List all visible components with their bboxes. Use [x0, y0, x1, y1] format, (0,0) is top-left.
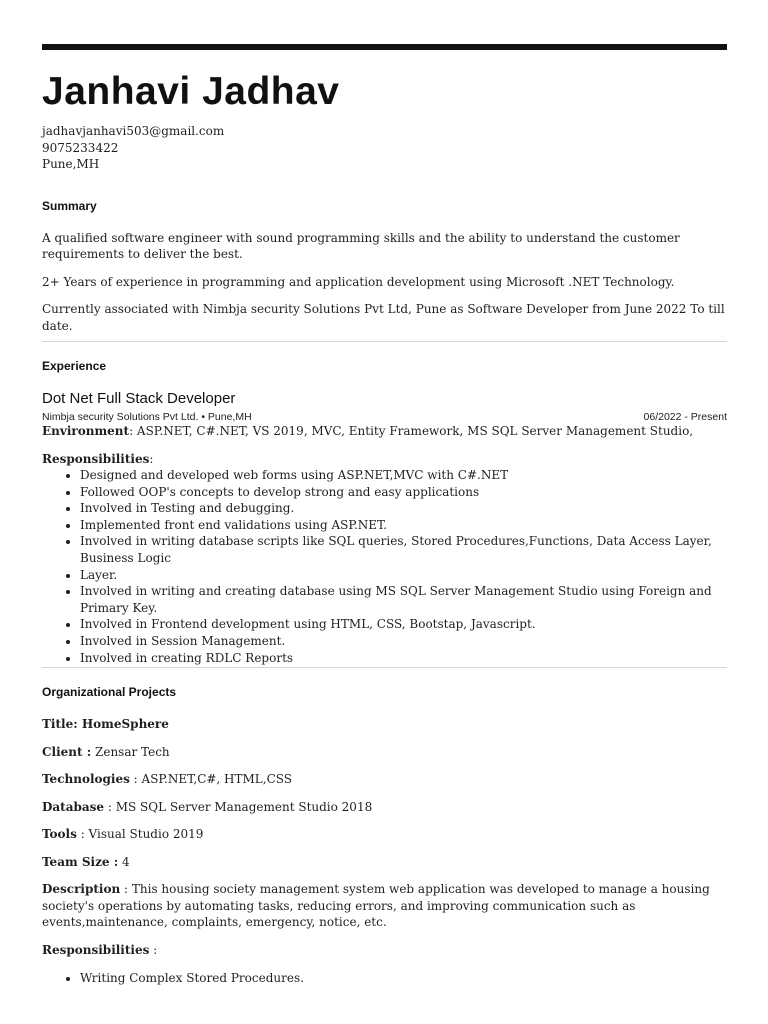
list-item: • Designed and developed web forms using ASP.NET,MVC with C#.NET — [80, 467, 727, 484]
list-item: • Involved in Session Management. — [80, 633, 727, 650]
job-company-location: Nimbja security Solutions Pvt Ltd. • Pune,MH — [42, 411, 252, 423]
contact-phone: 9075233422 — [42, 140, 119, 155]
job-title: Dot Net Full Stack Developer — [42, 390, 236, 407]
job-responsibilities-heading: Responsibilities: — [42, 451, 154, 466]
experience-heading: Experience — [42, 359, 107, 373]
job-responsibilities-list — [42, 467, 727, 666]
project-database: Database : MS SQL Server Management Studio 2018 — [42, 799, 373, 814]
project-title: Title: HomeSphere — [42, 717, 169, 732]
list-item: • Involved in Frontend development using HTML, CSS, Bootstap, Javascript. — [80, 616, 727, 633]
list-item: • Writing Complex Stored Procedures. — [80, 970, 727, 987]
job-meta — [42, 411, 727, 423]
section-divider — [42, 667, 727, 668]
project-client: Client : Zensar Tech — [42, 744, 170, 759]
list-item: • Implemented front end validations using ASP.NET. — [80, 517, 727, 534]
projects-heading: Organizational Projects — [42, 685, 177, 700]
job-dates: 06/2022 - Present — [643, 411, 727, 423]
list-item: • Layer. — [80, 567, 727, 584]
list-item: • Involved in writing database scripts like SQL queries, Stored Procedures,Functions, Data Access Layer, Business Logic — [80, 533, 727, 566]
project-tools: Tools : Visual Studio 2019 — [42, 827, 204, 842]
project-responsibilities-heading: Responsibilities : — [42, 942, 158, 957]
list-item: • Followed OOP's concepts to develop strong and easy applications — [80, 484, 727, 501]
environment-value: : ASP.NET, C#.NET, VS 2019, MVC, Entity Framework, MS SQL Server Management Studio, — [129, 424, 694, 438]
candidate-name: Janhavi Jadhav — [42, 70, 340, 113]
project-description: Description : This housing society management system web application was developed to manage a housing society's operations by automating tasks, reducing errors, and improving communication such as events,maintenance, complaints, emergency, notice, etc. — [42, 882, 710, 930]
summary-paragraph-1: A qualified software engineer with sound programming skills and the ability to understand the customer requirements to deliver the best. — [42, 230, 680, 261]
summary-heading: Summary — [42, 198, 97, 213]
environment-label: Environment — [42, 424, 130, 438]
top-rule — [42, 44, 727, 50]
project-technologies: Technologies : ASP.NET,C#, HTML,CSS — [42, 772, 293, 787]
contact-location: Pune,MH — [42, 157, 100, 171]
summary-paragraph-3: Currently associated with Nimbja security Solutions Pvt Ltd, Pune as Software Developer from June 2022 To till date. — [42, 302, 725, 333]
contact-email: jadhavjanhavi503@gmail.com — [42, 124, 225, 138]
resume-page — [42, 44, 727, 987]
section-divider — [42, 341, 727, 342]
list-item: • Involved in Testing and debugging. — [80, 500, 727, 517]
contact-block — [42, 123, 727, 173]
project-responsibilities-list — [42, 970, 727, 987]
list-item: • Involved in writing and creating database using MS SQL Server Management Studio using Foreign and Primary Key. — [80, 583, 727, 616]
project-team-size: Team Size : 4 — [42, 854, 130, 869]
responsibilities-label: Responsibilities — [42, 451, 150, 466]
job-environment — [42, 423, 727, 440]
summary-paragraph-2: 2+ Years of experience in programming and application development using Microsoft .NET Technology. — [42, 274, 675, 289]
list-item: • Involved in creating RDLC Reports — [80, 650, 727, 667]
